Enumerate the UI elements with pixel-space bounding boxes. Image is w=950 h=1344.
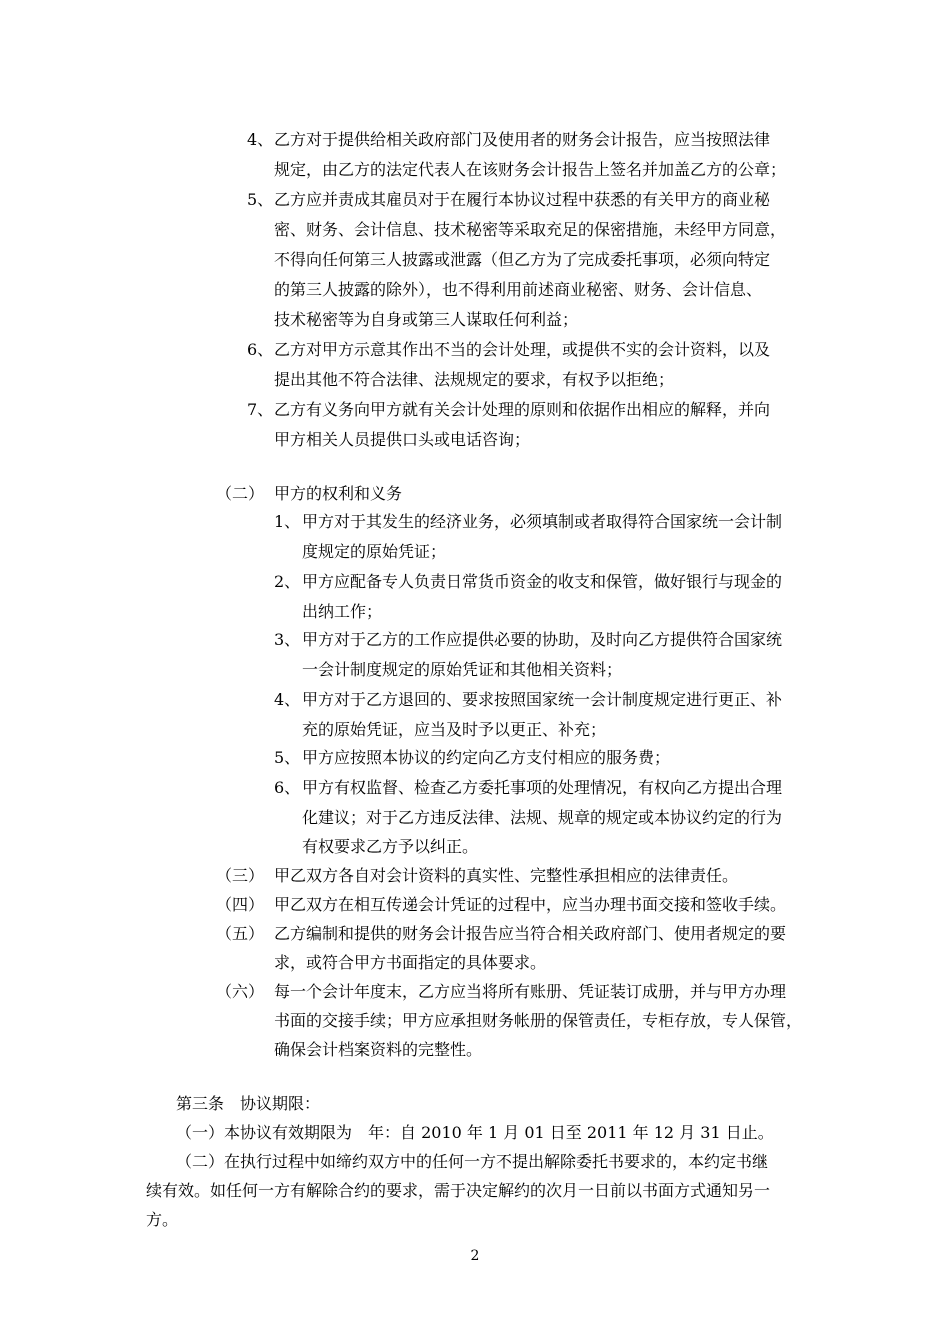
- item-text-line: 甲方对于乙方的工作应提供必要的协助，及时向乙方提供符合国家统: [302, 630, 783, 649]
- article-paragraph: （一）本协议有效期限为 年：自 2010 年 1 月 01 日至 2011 年 12 月 31 日止。: [176, 1123, 774, 1142]
- section-text-line: 书面的交接手续；甲方应承担财务帐册的保管责任，专柜存放，专人保管，: [274, 1011, 803, 1030]
- item-number: 2、: [274, 572, 301, 591]
- article-paragraph-line: 续有效。如任何一方有解除合约的要求，需于决定解约的次月一日前以书面方式通知另一: [146, 1181, 771, 1200]
- item-text-line: 化建议；对于乙方违反法律、法规、规章的规定或本协议约定的行为: [302, 808, 783, 827]
- section-text-line: 求，或符合甲方书面指定的具体要求。: [274, 953, 547, 972]
- item-text-line: 提出其他不符合法律、法规规定的要求，有权予以拒绝；: [274, 370, 675, 389]
- section-label: （二）: [216, 484, 265, 503]
- article-paragraph-line: （二）在执行过程中如缔约双方中的任何一方不提出解除委托书要求的，本约定书继: [176, 1152, 769, 1171]
- item-text-line: 甲方对于乙方退回的、要求按照国家统一会计制度规定进行更正、补: [302, 690, 783, 709]
- item-number: 7、: [247, 400, 274, 419]
- section-label: （五）: [216, 924, 265, 943]
- section-text-line: 甲乙双方各自对会计资料的真实性、完整性承担相应的法律责任。: [274, 866, 739, 885]
- article-paragraph-line: 方。: [146, 1210, 179, 1229]
- page-number: 2: [470, 1248, 480, 1264]
- section-title: 甲方的权利和义务: [274, 484, 403, 503]
- section-label: （六）: [216, 982, 265, 1001]
- section-text-line: 确保会计档案资料的完整性。: [274, 1040, 483, 1059]
- item-text-line: 充的原始凭证，应当及时予以更正、补充；: [302, 720, 607, 739]
- section-text-line: 甲乙双方在相互传递会计凭证的过程中，应当办理书面交接和签收手续。: [274, 895, 787, 914]
- item-text-line: 的第三人披露的除外），也不得利用前述商业秘密、财务、会计信息、: [274, 280, 763, 299]
- item-text-line: 出纳工作；: [302, 602, 383, 621]
- section-text-line: 乙方编制和提供的财务会计报告应当符合相关政府部门、使用者规定的要: [274, 924, 787, 943]
- section-label: （四）: [216, 895, 265, 914]
- item-text-line: 乙方有义务向甲方就有关会计处理的原则和依据作出相应的解释，并向: [274, 400, 771, 419]
- item-number: 6、: [247, 340, 274, 359]
- item-text-line: 乙方应并责成其雇员对于在履行本协议过程中获悉的有关甲方的商业秘: [274, 190, 771, 209]
- item-text-line: 甲方应配备专人负责日常货币资金的收支和保管，做好银行与现金的: [302, 572, 783, 591]
- item-text-line: 一会计制度规定的原始凭证和其他相关资料；: [302, 660, 623, 679]
- item-number: 1、: [274, 512, 301, 531]
- item-text-line: 甲方有权监督、检查乙方委托事项的处理情况，有权向乙方提出合理: [302, 778, 783, 797]
- item-number: 5、: [247, 190, 274, 209]
- item-text-line: 乙方对于提供给相关政府部门及使用者的财务会计报告，应当按照法律: [274, 130, 771, 149]
- article-title: 第三条 协议期限：: [176, 1094, 321, 1113]
- item-text-line: 密、财务、会计信息、技术秘密等采取充足的保密措施，未经甲方同意，: [274, 220, 787, 239]
- item-text-line: 技术秘密等为自身或第三人谋取任何利益；: [274, 310, 579, 329]
- item-text-line: 甲方相关人员提供口头或电话咨询；: [274, 430, 531, 449]
- section-text-line: 每一个会计年度末，乙方应当将所有账册、凭证装订成册，并与甲方办理: [274, 982, 787, 1001]
- item-text-line: 甲方对于其发生的经济业务，必须填制或者取得符合国家统一会计制: [302, 512, 783, 531]
- item-number: 6、: [274, 778, 301, 797]
- item-text-line: 度规定的原始凭证；: [302, 542, 447, 561]
- item-text-line: 乙方对甲方示意其作出不当的会计处理，或提供不实的会计资料，以及: [274, 340, 771, 359]
- item-number: 4、: [247, 130, 274, 149]
- item-text-line: 甲方应按照本协议的约定向乙方支付相应的服务费；: [302, 748, 671, 767]
- item-number: 4、: [274, 690, 301, 709]
- item-number: 3、: [274, 630, 301, 649]
- section-label: （三）: [216, 866, 265, 885]
- item-text-line: 有权要求乙方予以纠正。: [302, 837, 479, 856]
- item-text-line: 不得向任何第三人披露或泄露（但乙方为了完成委托事项，必须向特定: [274, 250, 771, 269]
- item-text-line: 规定，由乙方的法定代表人在该财务会计报告上签名并加盖乙方的公章；: [274, 160, 787, 179]
- item-number: 5、: [274, 748, 301, 767]
